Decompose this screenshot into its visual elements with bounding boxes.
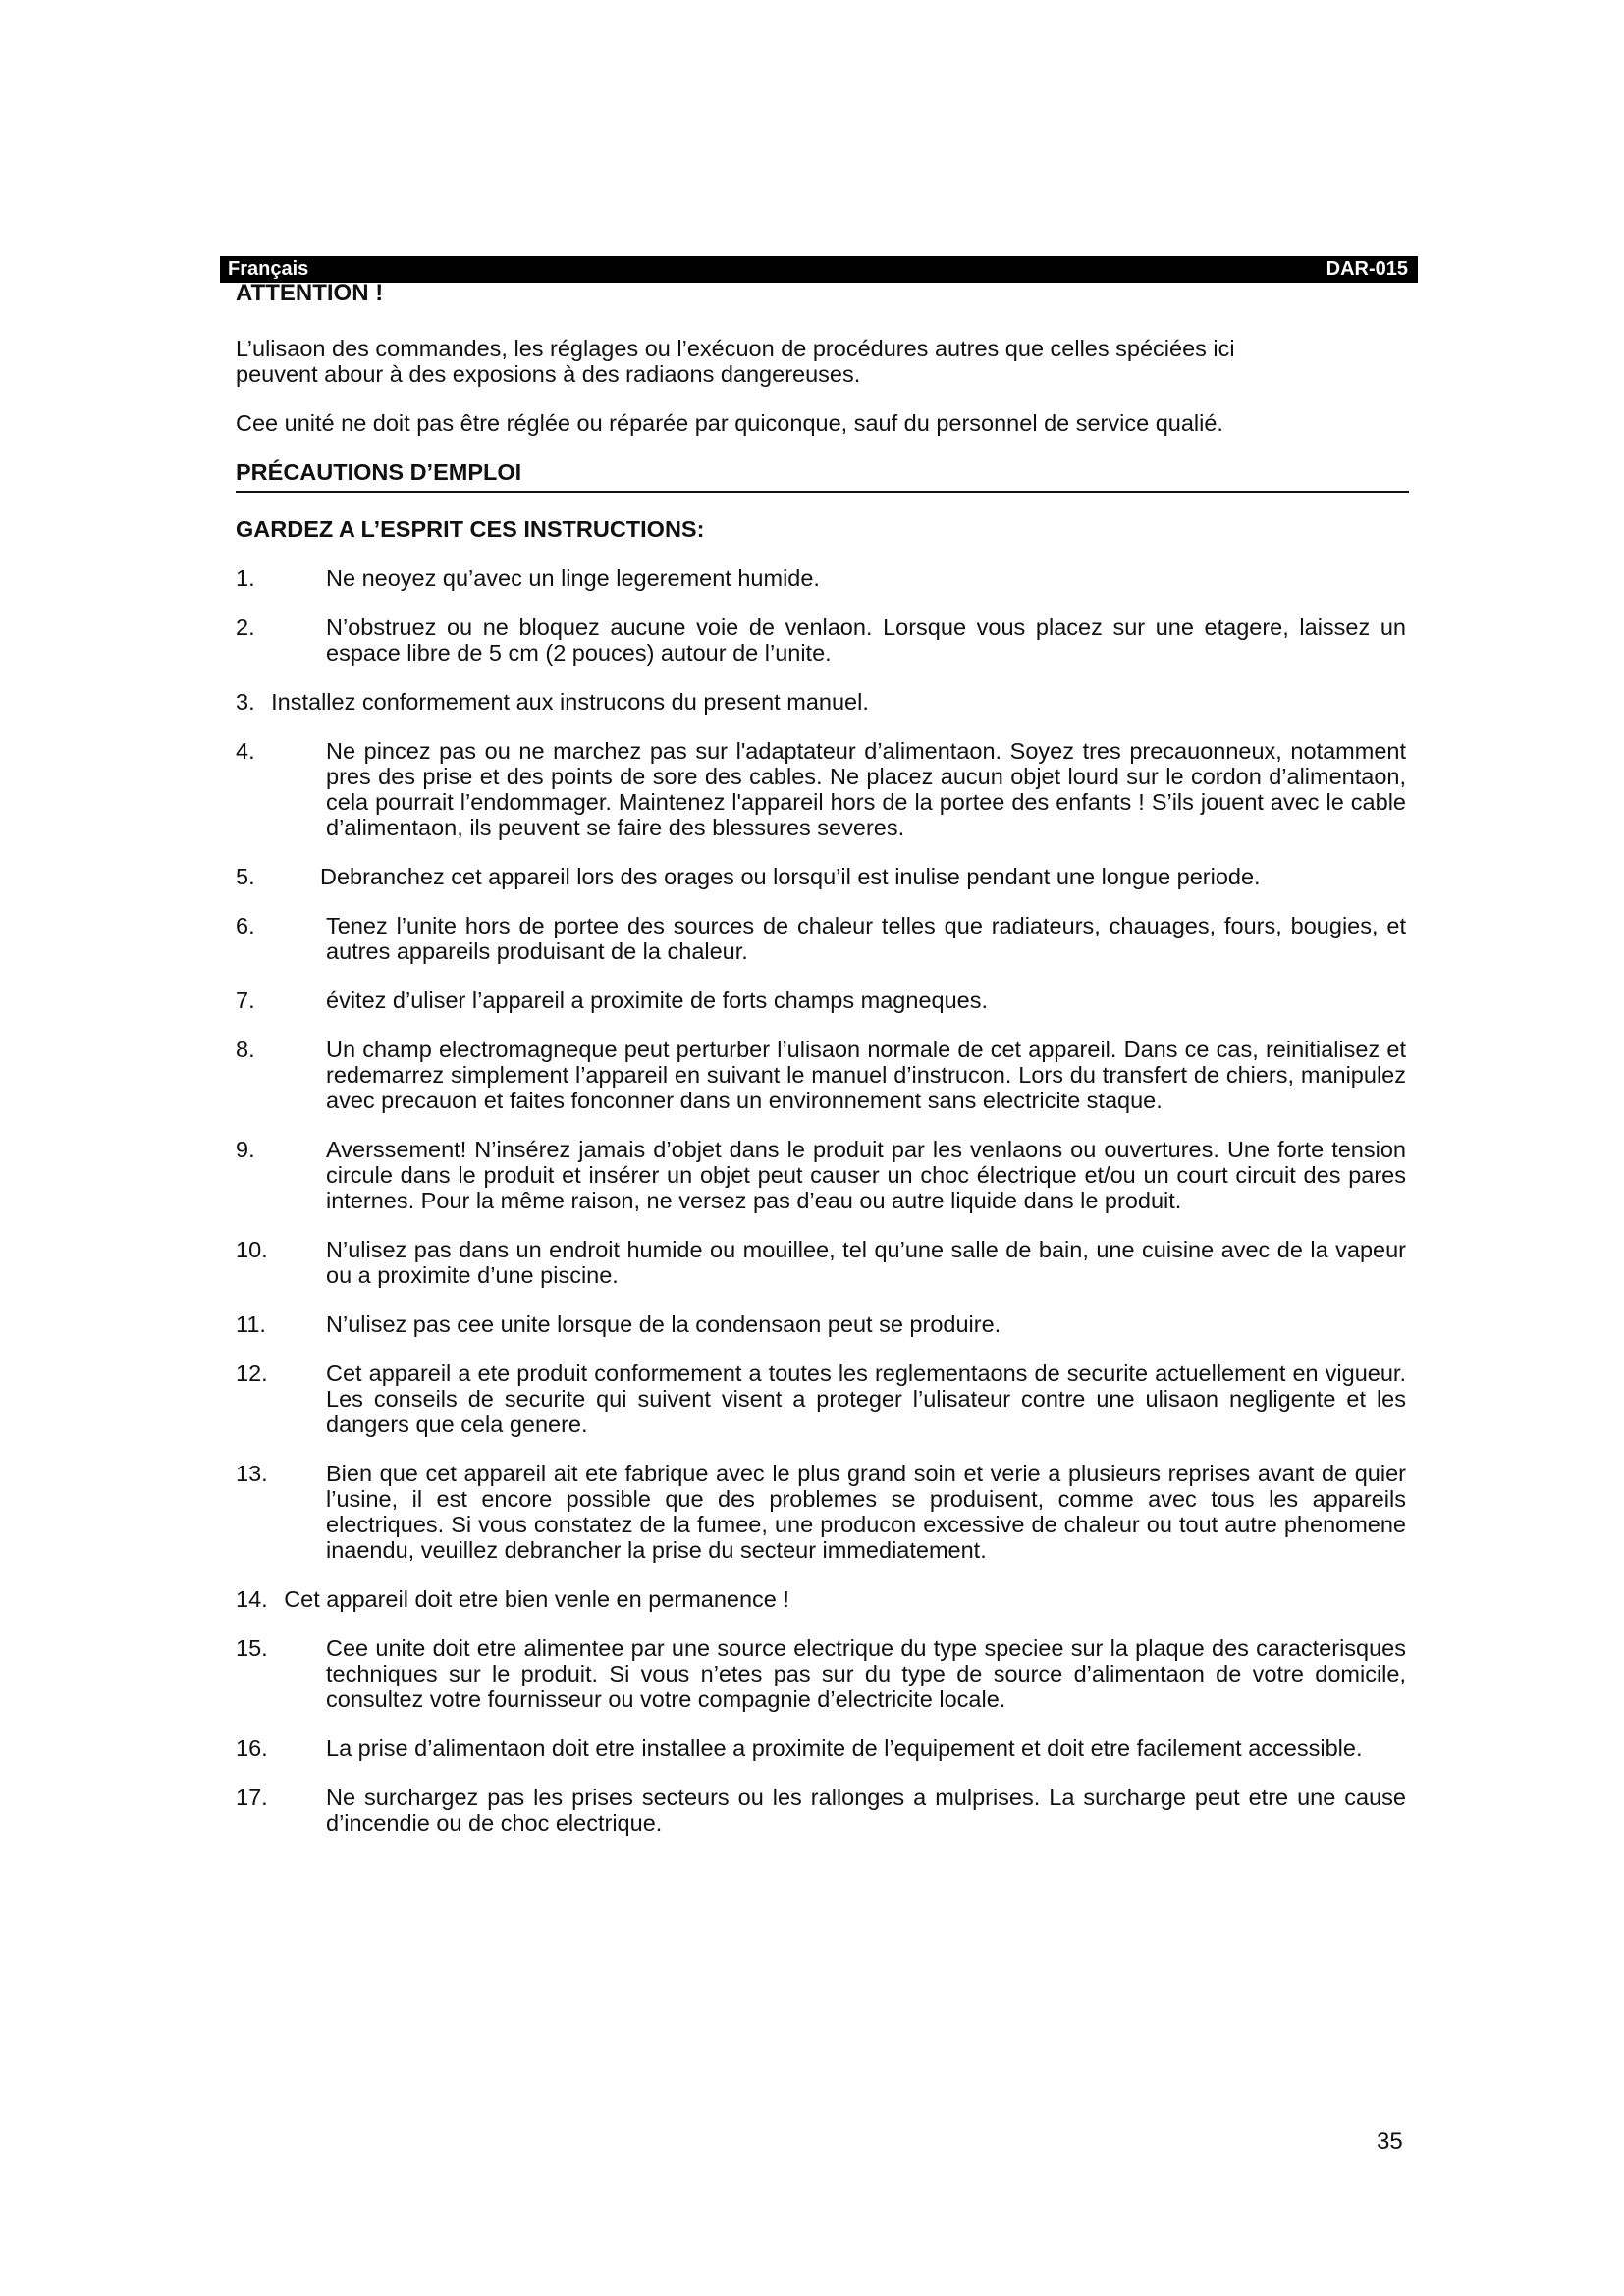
item-number: 14. <box>236 1586 268 1612</box>
list-item <box>236 1237 1414 1288</box>
list-item <box>236 1037 1414 1113</box>
item-number: 1. <box>236 565 255 591</box>
list-item <box>236 1361 1414 1437</box>
item-number: 15. <box>236 1635 268 1661</box>
list-item <box>236 864 1414 889</box>
item-text: N’obstruez ou ne bloquez aucune voie de venlaon. Lorsque vous placez sur une etagere, laissez un espace libre de 5 cm (2 pouces) autour de l’unite. <box>326 614 1406 666</box>
item-text: Debranchez cet appareil lors des orages ou lorsqu’il est inulise pendant une longue periode. <box>320 864 1261 889</box>
list-item <box>236 614 1414 666</box>
list-item <box>236 738 1414 840</box>
header-bar <box>220 256 1418 283</box>
item-text: Bien que cet appareil ait ete fabrique avec le plus grand soin et verie a plusieurs reprises avant de quier l’usine, il est encore possible que des problemes se produisent, comme avec tous les appareils electriques. Si vous constatez de la fumee, une producon excessive de chaleur ou tout autre phenomene inaendu, veuillez debrancher la prise du secteur immediatement. <box>326 1461 1406 1563</box>
item-text: Ne surchargez pas les prises secteurs ou les rallonges a mulprises. La surcharge peut etre une cause d’incendie ou de choc electrique. <box>326 1785 1406 1836</box>
item-text: Ne neoyez qu’avec un linge legerement humide. <box>326 565 820 591</box>
list-item <box>236 988 1414 1013</box>
item-number: 10. <box>236 1237 268 1262</box>
list-item <box>236 1586 1414 1612</box>
list-item <box>236 913 1414 964</box>
item-text: Tenez l’unite hors de portee des sources de chaleur telles que radiateurs, chauages, fours, bougies, et autres appareils produisant de la chaleur. <box>326 913 1406 964</box>
item-number: 2. <box>236 614 255 640</box>
page-content <box>236 281 1414 1859</box>
item-number: 5. <box>236 864 255 889</box>
list-item <box>236 1635 1414 1712</box>
attention-heading: ATTENTION ! <box>236 280 384 306</box>
item-number: 17. <box>236 1785 268 1810</box>
item-number: 13. <box>236 1461 268 1486</box>
item-number: 3. <box>236 689 255 715</box>
attention-paragraph: L’ulisaon des commandes, les réglages ou l’exécuon de procédures autres que celles spéciées ici peuvent abour à des exposions à des radiaons dangereuses. <box>236 336 1235 387</box>
item-number: 9. <box>236 1137 255 1162</box>
item-number: 12. <box>236 1361 268 1386</box>
model-number: DAR-015 <box>1326 258 1408 280</box>
list-item <box>236 1735 1414 1761</box>
item-text: évitez d’uliser l’appareil a proximite de forts champs magneques. <box>326 988 988 1013</box>
item-number: 8. <box>236 1037 255 1062</box>
attention-paragraph: Cee unité ne doit pas être réglée ou réparée par quiconque, sauf du personnel de service qualié. <box>236 410 1223 436</box>
list-item <box>236 1311 1414 1337</box>
page-number: 35 <box>1377 2128 1403 2155</box>
item-text: Ne pincez pas ou ne marchez pas sur l'adaptateur d’alimentaon. Soyez tres precauonneux, notamment pres des prise et des points de sore des cables. Ne placez aucun objet lourd sur le cordon d’alimentaon, cela pourrait l’endommager. Maintenez l'appareil hors de la portee des enfants ! S’ils jouent avec le cable d’alimentaon, ils peuvent se faire des blessures severes. <box>326 738 1406 840</box>
subsection-title: GARDEZ A L’ESPRIT CES INSTRUCTIONS: <box>236 516 705 542</box>
item-number: 7. <box>236 988 255 1013</box>
list-item <box>236 1461 1414 1563</box>
item-text: Un champ electromagneque peut perturber l’ulisaon normale de cet appareil. Dans ce cas, reinitialisez et redemarrez simplement l’appareil en suivant le manuel d’instrucon. Lors du transfert de chiers, manipulez avec precauon et faites fonconner dans un environnement sans electricite staque. <box>326 1037 1406 1113</box>
item-text: Installez conformement aux instrucons du present manuel. <box>271 689 869 715</box>
section-title: PRÉCAUTIONS D’EMPLOI <box>236 459 1409 493</box>
item-number: 6. <box>236 913 255 938</box>
list-item <box>236 1785 1414 1836</box>
item-text: Cet appareil doit etre bien venle en permanence ! <box>284 1586 789 1612</box>
language-label: Français <box>228 258 309 280</box>
item-text: La prise d’alimentaon doit etre installee a proximite de l’equipement et doit etre facilement accessible. <box>326 1735 1363 1761</box>
list-item <box>236 689 1414 715</box>
item-text: Cee unite doit etre alimentee par une source electrique du type speciee sur la plaque des caracterisques techniques sur le produit. Si vous n’etes pas sur du type de source d’alimentaon de votre domicile, consultez votre fournisseur ou votre compagnie d’electricite locale. <box>326 1635 1406 1712</box>
list-item <box>236 565 1414 591</box>
item-text: Averssement! N’insérez jamais d’objet dans le produit par les venlaons ou ouvertures. Une forte tension circule dans le produit et insérer un objet peut causer un choc électrique et/ou un court circuit des pares internes. Pour la même raison, ne versez pas d’eau ou autre liquide dans le produit. <box>326 1137 1406 1213</box>
instruction-list <box>236 565 1414 1836</box>
item-number: 16. <box>236 1735 268 1761</box>
item-number: 4. <box>236 738 255 764</box>
list-item <box>236 1137 1414 1213</box>
item-text: Cet appareil a ete produit conformement a toutes les reglementaons de securite actuellement en vigueur. Les conseils de securite qui suivent visent a proteger l’ulisateur contre une ulisaon negligente et les dangers que cela genere. <box>326 1361 1406 1437</box>
item-text: N’ulisez pas dans un endroit humide ou mouillee, tel qu’une salle de bain, une cuisine avec de la vapeur ou a proximite d’une piscine. <box>326 1237 1406 1288</box>
item-text: N’ulisez pas cee unite lorsque de la condensaon peut se produire. <box>326 1311 1001 1337</box>
item-number: 11. <box>236 1311 266 1337</box>
